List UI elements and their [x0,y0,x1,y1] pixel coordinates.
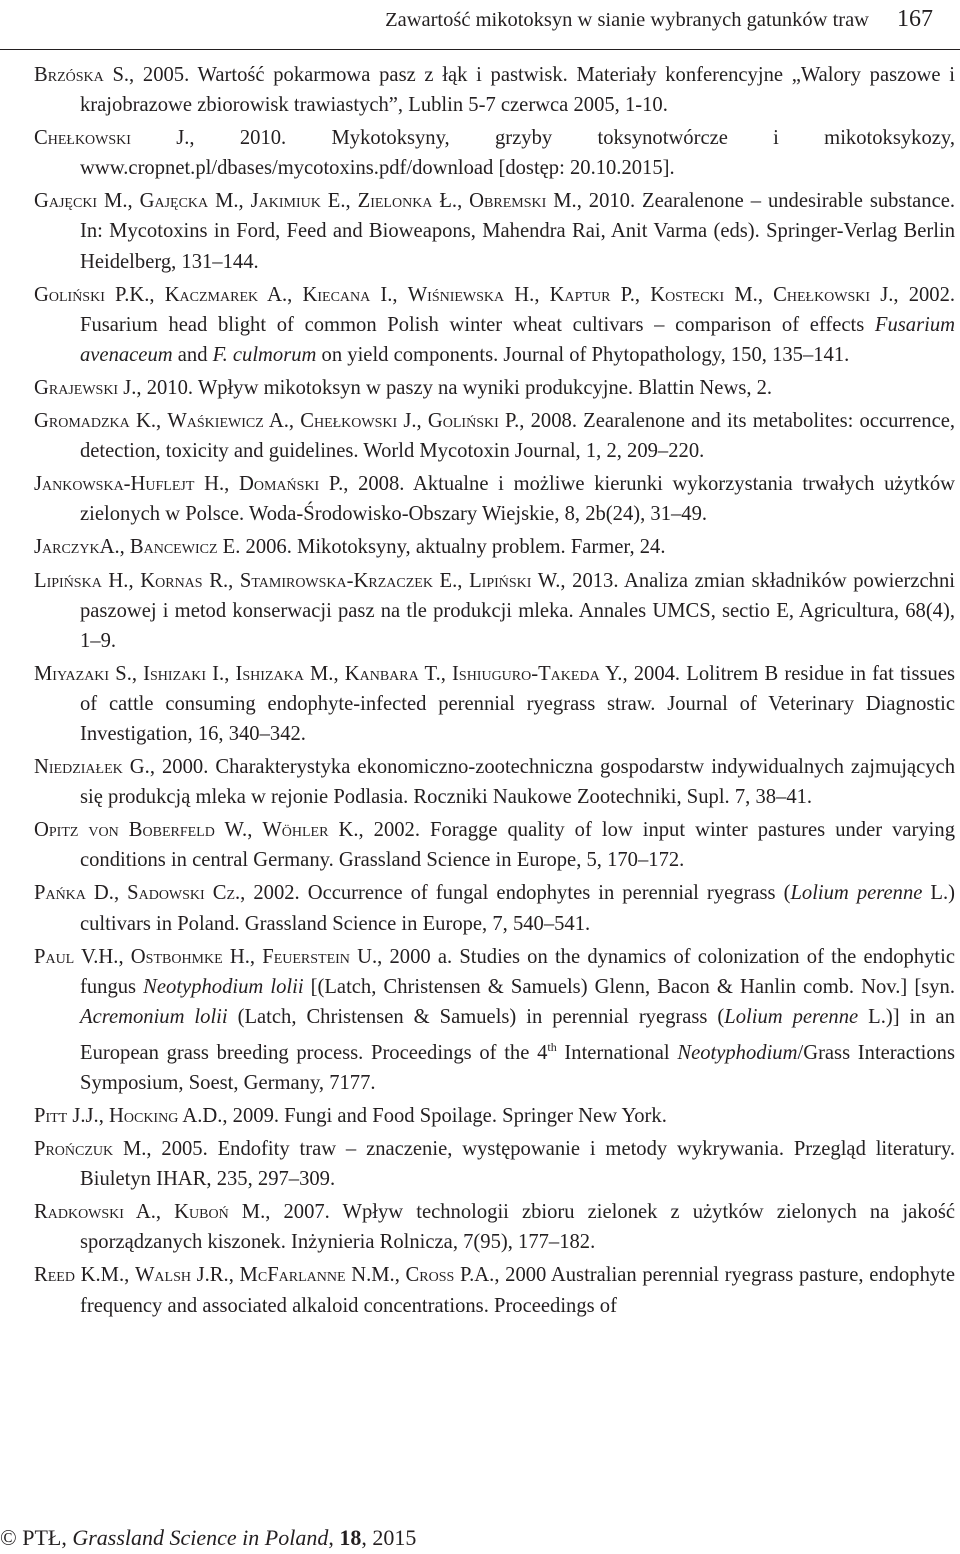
author-name: Domański P. [239,473,344,496]
author-name: Kiecana I. [302,283,393,306]
reference-text: , [333,662,345,685]
reference-text: , [440,662,453,685]
reference-text: , 2008. Zearalenone and its metabolites: occurrence, detection, toxicity and guidelines. World Mycotoxin Journal, 1, 2, 209–220. [80,410,956,463]
author-name: Niedziałek G. [34,756,150,779]
reference-text: on yield components. Journal of Phytopathology, 150, 135–141. [316,343,850,366]
reference-text: , [288,410,301,433]
reference-text: , [392,283,408,306]
author-name: Zielonka Ł. [357,190,458,213]
reference-entry [34,406,955,466]
author-name: Kaptur P. [549,283,635,306]
reference-text: , 2005. Wartość pokarmowa pasz z łąk i pastwisk. Materiały konferencyjne „Walory paszowe i krajobrazowe zbiorowisk trawiastych”, Lublin 5-7 czerwca 2005, 1-10. [80,64,955,117]
reference-text: , [124,1264,135,1287]
reference-text: , 2007. Wpływ technologii zbioru zielonek z użytków zielonych na jakość sporządzanych kiszonek. Inżynieria Rolnicza, 7(95), 177–182. [80,1201,956,1254]
footer-year: , 2015 [361,1525,417,1550]
author-name: Jakimiuk E. [250,190,346,213]
author-name: Kostecki M. [650,283,758,306]
author-name: Cross P.A. [405,1264,495,1287]
italic-text: Lolium perenne [790,882,923,905]
reference-entry [34,123,955,183]
reference-text: , [228,1264,240,1287]
reference-text: , [119,536,130,559]
reference-text: , [224,662,236,685]
header-rule [0,49,960,50]
reference-entry [34,659,955,749]
author-name: Bancewicz E. [129,536,241,559]
author-name: Feuerstein U. [262,945,378,968]
reference-text: , 2002. Fusarium head blight of common Polish winter wheat cultivars – comparison of effects [80,283,956,336]
reference-entry [34,942,955,1098]
author-name: Ostbohmke H. [130,945,250,968]
footer-volume: 18 [339,1525,362,1550]
reference-text: , [457,569,470,592]
author-name: Waśkiewicz A. [167,410,289,433]
reference-text: , 2010. Wpływ mikotoksyn w paszy na wyniki produkcyjne. Blattin News, 2. [136,376,773,399]
reference-text: , [98,1104,109,1127]
author-name: Grajewski J. [34,376,137,399]
reference-text: , [394,1264,406,1287]
reference-text: , [287,283,303,306]
author-name: Wiśniewska H. [407,283,535,306]
reference-text: , 2000. Charakterystyka ekonomiczno-zootechniczna gospodarstw indywidualnych zajmujących się produkcją mleka w rejonie Podlasia. Roczniki Naukowe Zootechniki, Supl. 7, 38–41. [80,756,955,809]
author-name: Kuboń M. [174,1201,266,1224]
reference-text: , [113,882,128,905]
superscript: th [547,1039,557,1054]
author-name: Kaczmarek A. [164,283,288,306]
reference-text: , [224,473,239,496]
author-name: Ishizaki I. [143,662,225,685]
author-name: Kornas R. [140,569,229,592]
reference-text: , [228,569,240,592]
running-title: Zawartość mikotoksyn w sianie wybranych gatunków traw [385,9,869,31]
author-name: Wöhler K. [262,819,359,842]
author-name: Goliński P. [427,410,520,433]
footer-copyright: © PTŁ, [0,1525,73,1550]
author-name: Hocking A.D. [109,1104,223,1127]
reference-text: , 2000 Australian perennial ryegrass pasture, endophyte frequency and associated alkaloid concentrations. Proceedings of [80,1264,956,1317]
reference-entry [34,752,955,812]
author-name: Stamirowska-Krzaczek E. [239,569,458,592]
reference-entry [34,280,955,370]
reference-entry [34,532,955,562]
reference-text: , [534,283,550,306]
reference-text: , [118,945,131,968]
reference-text: International [556,1041,678,1064]
author-name: Reed K.M. [34,1264,125,1287]
reference-entry [34,186,955,276]
reference-text: 2006. Mikotoksyny, aktualny problem. Farmer, 24. [240,536,666,559]
italic-text: Neotyphodium [677,1041,798,1064]
author-name: Lipiński W. [469,569,561,592]
reference-text: /Grass Interactions Symposium, Soest, Germany, 7177. [80,1041,955,1094]
reference-text: , [128,569,141,592]
author-name: JarczykA. [34,536,120,559]
reference-text: , [345,190,358,213]
italic-text: Neotyphodium lolii [143,975,304,998]
italic-text: F. culmorum [212,343,317,366]
author-name: Ishiuguro-Takeda Y. [452,662,623,685]
reference-text: , 2008. Aktualne i możliwe kierunki wykorzystania trwałych użytków zielonych w Polsce. Woda-Środowisko-Obszary Wiejskie, 8, 2b(24), 31–49. [80,473,956,526]
italic-text: Lolium perenne [724,1005,859,1028]
reference-text: , 2013. Analiza zmian składników powierzchni paszowej i metod konserwacji pasz na tle produkcji mleka. Annales UMCS, sectio E, Agricultura, 68(4), 1–9. [80,569,955,652]
reference-text: L.) cultivars in Poland. Grassland Science in Europe, 7, 540–541. [80,882,956,935]
reference-text: , [155,1201,175,1224]
reference-entry [34,1134,955,1194]
reference-entry [34,878,955,938]
author-name: Paul V.H. [34,945,119,968]
author-name: Kanbara T. [344,662,441,685]
reference-text: , [249,945,263,968]
reference-text: , [416,410,428,433]
reference-text: , [757,283,774,306]
author-name: Jankowska-Huflejt H. [34,473,225,496]
author-name: Radkowski A. [34,1201,156,1224]
reference-entry [34,1101,955,1131]
author-name: Pitt J.J. [34,1104,99,1127]
running-header [0,0,933,38]
reference-text: , [155,410,168,433]
reference-entry [34,469,955,529]
reference-text: , 2010. Mykotoksyny, grzyby toksynotwórcze i mikotoksykozy, www.cropnet.pl/dbases/mycotoxins.pdf/download [dostęp: 20.10.2015]. [80,127,955,180]
reference-text: [(Latch, Christensen & Samuels) Glenn, Bacon & Hanlin comb. Nov.] [syn. [303,975,955,998]
reference-text: , 2002. Occurrence of fungal endophytes in perennial ryegrass ( [240,882,791,905]
italic-text: Acremonium lolii [80,1005,228,1028]
reference-text: , 2002. Foragge quality of low input winter pastures under varying conditions in central Germany. Grassland Science in Europe, 5, 170–172. [80,819,955,872]
reference-entry [34,1260,955,1320]
italic-text: Fusarium avenaceum [80,313,955,366]
footer-journal: Grassland Science in Poland [72,1525,329,1550]
reference-text: and [172,343,213,366]
author-name: Chełkowski J. [300,410,417,433]
reference-text: , [457,190,470,213]
reference-text: (Latch, Christensen & Samuels) in perennial ryegrass ( [227,1005,725,1028]
author-name: Obremski M. [469,190,577,213]
author-name: Gajęcka M. [139,190,239,213]
reference-text: , 2000 a. Studies on the dynamics of colonization of the endophytic fungus [80,945,955,998]
author-name: Walsh J.R. [134,1264,229,1287]
reference-entry [34,815,955,875]
author-name: Gromadzka K. [34,410,156,433]
author-name: Ishizaka M. [235,662,334,685]
author-name: Chełkowski J. [34,127,190,150]
reference-text: L.)] in an European grass breeding process. Proceedings of the 4 [80,1005,955,1064]
reference-entry [34,1197,955,1257]
reference-text: , 2010. Zearalenone – undesirable substance. In: Mycotoxins in Ford, Feed and Bioweapons, Mahendra Rai, Anit Varma (eds). Springer-Verlag Berlin Heidelberg, 131–144. [80,190,956,273]
footer-sep: , [328,1525,340,1550]
author-name: Miyazaki S. [34,662,132,685]
author-name: Gajęcki M. [34,190,128,213]
reference-entry [34,60,955,120]
author-name: Lipińska H. [34,569,129,592]
reference-text: , [238,190,251,213]
reference-text: , [247,819,263,842]
author-name: Brzóska S. [34,64,130,86]
author-name: McFarlanne N.M. [239,1264,395,1287]
reference-text: , [149,283,165,306]
reference-text: , [131,662,144,685]
author-name: Chełkowski J. [773,283,894,306]
reference-entry [34,373,955,403]
reference-text: , 2005. Endofity traw – znaczenie, występowanie i metody wykrywania. Przegląd literatury. Biuletyn IHAR, 235, 297–309. [80,1138,955,1191]
reference-entry [34,566,955,656]
author-name: Sadowski Cz. [127,882,241,905]
reference-text: , [127,190,140,213]
author-name: Prończuk M. [34,1138,147,1161]
footer [0,1523,416,1553]
reference-text: , [634,283,651,306]
reference-list [34,60,955,1324]
author-name: Opitz von Boberfeld W. [34,819,248,842]
reference-text: , 2009. Fungi and Food Spoilage. Springer New York. [222,1104,667,1127]
reference-text: , 2004. Lolitrem B residue in fat tissues of cattle consuming endophyte-infected perennial ryegrass straw. Journal of Veterinary Diagnostic Investigation, 16, 340–342. [80,662,955,745]
page-number: 167 [897,6,933,32]
author-name: Goliński P.K. [34,283,150,306]
author-name: Pańka D. [34,882,114,905]
